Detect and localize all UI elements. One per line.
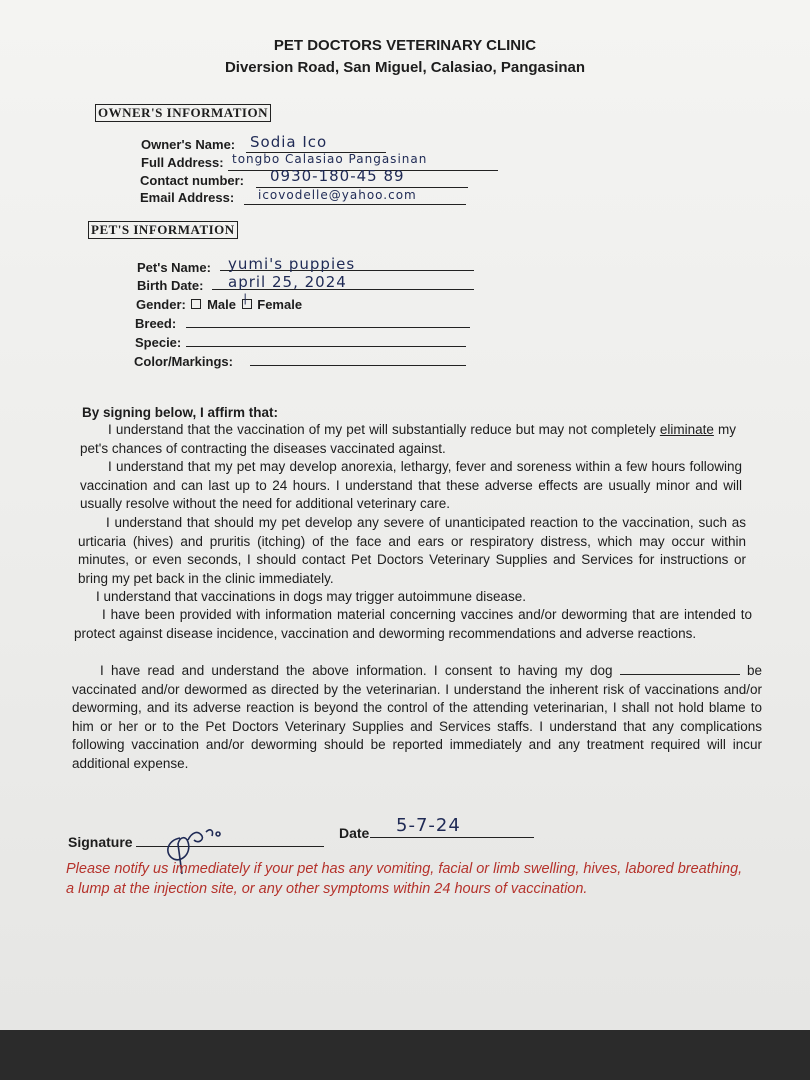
dog-name-blank[interactable] xyxy=(620,663,740,675)
birth-date-value[interactable]: april 25, 2024 xyxy=(228,273,347,291)
breed-label: Breed: xyxy=(135,316,177,331)
p6-text-b: be vaccinated and/or dewormed as directed by the veterinarian. I understand the inherent risk of vaccinations and/or deworming, and its adverse reaction is beyond the control of the attending veterinarian, I shall not hold blame to him or her or to the Pet Doctors Veterinary Supplies and Services staffs. I understand that any complications following vaccination and/or deworming should be reported immediately and any treatment required will incur additional expense. xyxy=(72,663,762,771)
male-checkbox[interactable] xyxy=(191,299,201,309)
affirmation-paragraph-4 xyxy=(76,588,748,607)
date-value[interactable]: 5-7-24 xyxy=(396,815,461,836)
female-check-mark: | xyxy=(243,290,247,305)
full-address-value[interactable]: tongbo Calasiao Pangasinan xyxy=(232,152,428,166)
owner-name-value[interactable]: Sodia Ico xyxy=(250,133,328,151)
pet-name-label: Pet's Name: xyxy=(137,260,211,275)
p1-text-a: I understand that the vaccination of my pet will substantially reduce but may not completely xyxy=(108,422,656,437)
specie-line xyxy=(186,346,466,347)
pet-section-heading: PET'S INFORMATION xyxy=(88,221,238,239)
gender-label: Gender: xyxy=(136,297,186,313)
email-address-label: Email Address: xyxy=(140,190,235,205)
affirmation-paragraph-3 xyxy=(78,514,746,588)
signature-label: Signature xyxy=(68,834,133,850)
affirmation-title: By signing below, I affirm that: xyxy=(82,405,279,420)
breed-line xyxy=(186,327,470,328)
p1-underlined-word: eliminate xyxy=(659,422,714,437)
date-line xyxy=(370,837,534,838)
background-surface xyxy=(0,1030,810,1080)
symptom-notice: Please notify us immediately if your pet has any vomiting, facial or limb swelling, hives, labored breathing, a lump at the injection site, or any other symptoms within 24 hours of vaccination. xyxy=(66,861,743,897)
color-markings-line xyxy=(250,365,466,366)
p6-text-a: I have read and understand the above information. I consent to having my dog xyxy=(100,663,613,678)
owner-name-label: Owner's Name: xyxy=(141,137,236,152)
male-option-label: Male xyxy=(207,297,236,313)
color-markings-label: Color/Markings: xyxy=(134,354,233,369)
owner-section-heading: OWNER'S INFORMATION xyxy=(95,104,271,122)
gender-row xyxy=(136,290,303,313)
affirmation-paragraph-2 xyxy=(80,458,742,514)
p2-text: I understand that my pet may develop anorexia, lethargy, fever and soreness within a few hours following vaccination and can last up to 24 hours. I understand that these adverse effects are usually minor and will usually resolve without the need for additional veterinary care. xyxy=(80,459,742,511)
p3-text: I understand that should my pet develop any severe of unanticipated reaction to the vaccination, such as urticaria (hives) and pruritis (itching) of the face and ears or respiratory distress, which may occur within minutes, or even seconds, I should contact Pet Doctors Veterinary Supplies and Services for instructions or bring my pet back in the clinic immediately. xyxy=(78,515,746,586)
date-label: Date xyxy=(339,825,370,841)
clinic-address: Diversion Road, San Miguel, Calasiao, Pangasinan xyxy=(224,59,586,76)
affirmation-paragraph-6 xyxy=(72,662,762,773)
birth-date-label: Birth Date: xyxy=(137,278,204,293)
affirmation-paragraph-1 xyxy=(80,421,736,458)
specie-label: Specie: xyxy=(135,335,182,350)
p5-text: I have been provided with information material concerning vaccines and/or deworming that are intended to protect against disease incidence, vaccination and deworming recommendations and adverse reactions. xyxy=(74,607,752,641)
affirmation-paragraph-5 xyxy=(74,606,752,643)
contact-number-label: Contact number: xyxy=(140,173,244,188)
email-address-value[interactable]: icovodelle@yahoo.com xyxy=(258,188,417,202)
p4-text: I understand that vaccinations in dogs may trigger autoimmune disease. xyxy=(96,589,526,604)
clinic-name: PET DOCTORS VETERINARY CLINIC xyxy=(273,37,537,54)
contact-number-value[interactable]: 0930-180-45 89 xyxy=(270,167,405,185)
email-address-line xyxy=(244,204,466,205)
full-address-label: Full Address: xyxy=(141,155,224,170)
pet-name-value[interactable]: yumi's puppies xyxy=(228,255,356,273)
female-checkbox[interactable] xyxy=(242,290,252,309)
female-option-label: Female xyxy=(257,297,303,313)
p1-text-b: my pet's chances of contracting the diseases vaccinated against. xyxy=(80,422,736,456)
